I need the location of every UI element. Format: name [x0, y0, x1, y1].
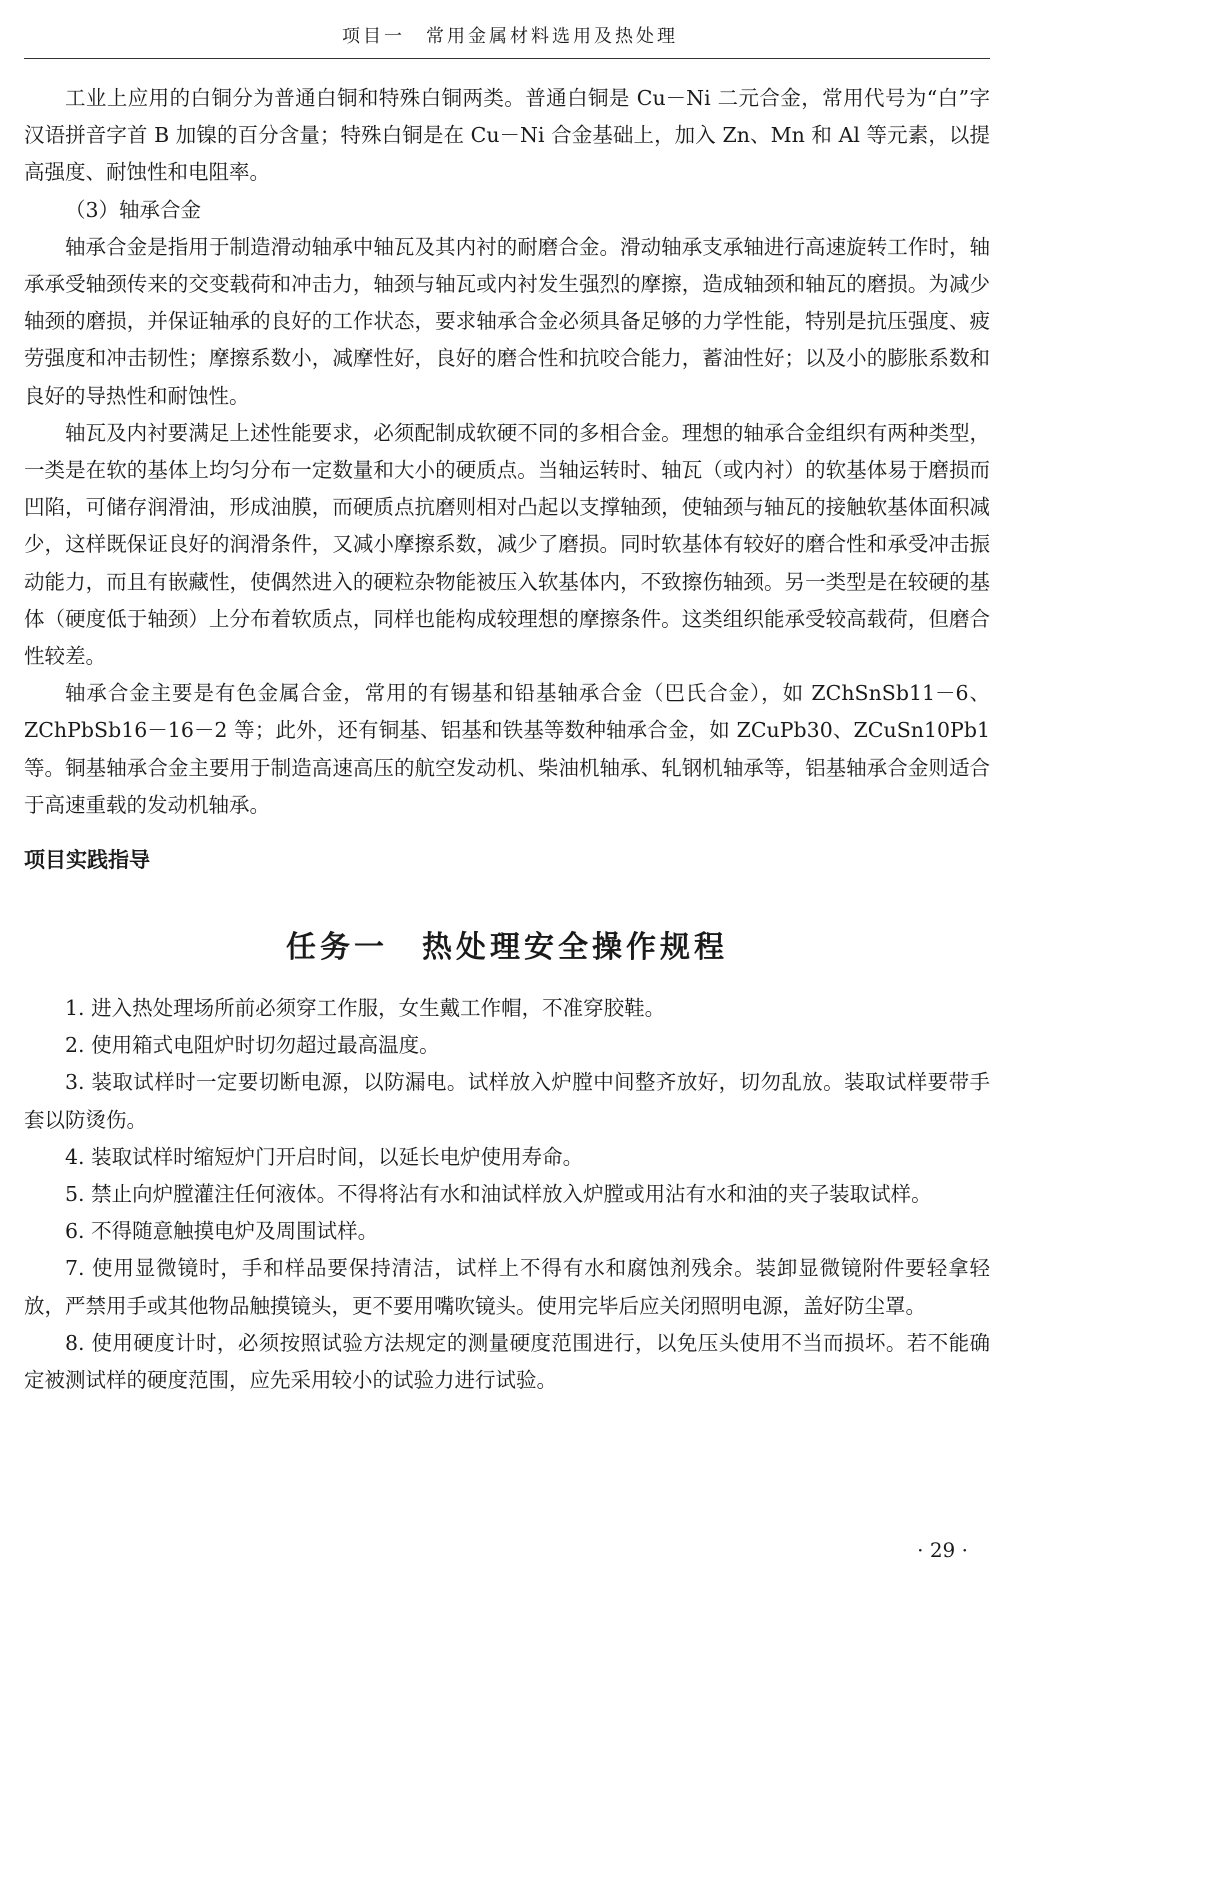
- section-heading-practice: 项目实践指导: [24, 848, 150, 873]
- rule-item: 1. 进入热处理场所前必须穿工作服，女生戴工作帽，不准穿胶鞋。: [65, 996, 666, 1021]
- paragraph-bearing-definition: 轴承合金是指用于制造滑动轴承中轴瓦及其内衬的耐磨合金。滑动轴承支承轴进行高速旋转工作时，轴承承受轴颈传来的交变载荷和冲击力，轴颈与轴瓦或内衬发生强烈的摩擦，造成轴颈和轴瓦的磨损。为减少轴颈的磨损，并保证轴承的良好的工作状态，要求轴承合金必须具备足够的力学性能，特别是抗压强度、疲劳强度和冲击韧性；摩擦系数小，减摩性好，良好的磨合性和抗咬合能力，蓄油性好；以及小的膨胀系数和良好的导热性和耐蚀性。: [24, 234, 990, 408]
- subheading-bearing-alloy: （3）轴承合金: [65, 197, 202, 222]
- task-title: 任务一 热处理安全操作规程: [286, 930, 728, 966]
- page-number: · 29 ·: [917, 1538, 968, 1562]
- rule-item: 8. 使用硬度计时，必须按照试验方法规定的测量硬度范围进行，以免压头使用不当而损坏。若不能确定被测试样的硬度范围，应先采用较小的试验力进行试验。: [24, 1330, 990, 1393]
- page-content: [24, 80, 990, 1399]
- rule-item: 7. 使用显微镜时，手和样品要保持清洁，试样上不得有水和腐蚀剂残余。装卸显微镜附件要轻拿轻放，严禁用手或其他物品触摸镜头，更不要用嘴吹镜头。使用完毕后应关闭照明电源，盖好防尘罩。: [24, 1256, 990, 1318]
- running-header: 项目一 常用金属材料选用及热处理: [342, 26, 678, 47]
- rule-item: 2. 使用箱式电阻炉时切勿超过最高温度。: [65, 1033, 440, 1058]
- rule-item: 5. 禁止向炉膛灌注任何液体。不得将沾有水和油试样放入炉膛或用沾有水和油的夹子装取试样。: [65, 1182, 932, 1207]
- paragraph-white-copper: 工业上应用的白铜分为普通白铜和特殊白铜两类。普通白铜是 Cu－Ni 二元合金，常用代号为“白”字汉语拼音字首 B 加镍的百分含量；特殊白铜是在 Cu－Ni 合金基础上，加入 Zn、Mn 和 Al 等元素，以提高强度、耐蚀性和电阻率。: [24, 86, 990, 185]
- rule-item: 3. 装取试样时一定要切断电源，以防漏电。试样放入炉膛中间整齐放好，切勿乱放。装取试样要带手套以防烫伤。: [24, 1070, 990, 1132]
- header-rule: [24, 58, 990, 59]
- rule-item: 6. 不得随意触摸电炉及周围试样。: [65, 1219, 379, 1244]
- paragraph-bearing-structure: 轴瓦及内衬要满足上述性能要求，必须配制成软硬不同的多相合金。理想的轴承合金组织有两种类型，一类是在软的基体上均匀分布一定数量和大小的硬质点。当轴运转时、轴瓦（或内衬）的软基体易于磨损而凹陷，可储存润滑油，形成油膜，而硬质点抗磨则相对凸起以支撑轴颈，使轴颈与轴瓦的接触软基体面积减少，这样既保证良好的润滑条件，又减小摩擦系数，减少了磨损。同时软基体有较好的磨合性和承受冲击振动能力，而且有嵌藏性，使偶然进入的硬粒杂物能被压入软基体内，不致擦伤轴颈。另一类型是在较硬的基体（硬度低于轴颈）上分布着软质点，同样也能构成较理想的摩擦条件。这类组织能承受较高载荷，但磨合性较差。: [24, 420, 990, 669]
- paragraph-bearing-types: 轴承合金主要是有色金属合金，常用的有锡基和铅基轴承合金（巴氏合金），如 ZChSnSb11－6、ZChPbSb16－16－2 等；此外，还有铜基、铝基和铁基等数种轴承合金，如 ZCuPb30、ZCuSn10Pb1 等。铜基轴承合金主要用于制造高速高压的航空发动机、柴油机轴承、轧钢机轴承等，铝基轴承合金则适合于高速重载的发动机轴承。: [24, 681, 990, 817]
- rule-item: 4. 装取试样时缩短炉门开启时间，以延长电炉使用寿命。: [65, 1144, 584, 1169]
